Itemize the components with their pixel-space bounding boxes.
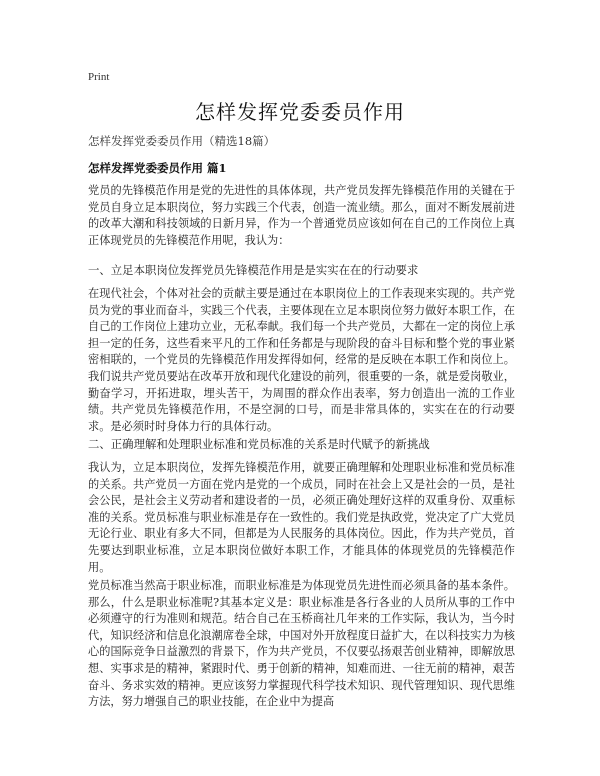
document-subtitle: 怎样发挥党委委员作用（精选18篇） [88, 134, 276, 148]
page-title: 怎样发挥党委委员作用 [195, 100, 405, 124]
section-2-paragraph: 我认为，立足本职岗位，发挥先锋模范作用，就要正确理解和处理职业标准和党员标准的关系。共产党员一方面在党内是党的一个成员，同时在社会上又是社会的一员，是社会公民，是社会主义劳动者和建设者的一员，必须正确处理好这样的双重身份、双重标准的关系。党员标准与职业标准是存在一致性的。我们党是执政党，党决定了广大党员无论行业、职业有多大不同，但都是为人民服务的具体岗位。因此，作为共产党员，首先要达到职业标准，立足本职岗位做好本职工作，才能具体的体现党员的先锋模范作用。 [88, 461, 515, 574]
intro-paragraph: 党员的先锋模范作用是党的先进性的具体体现，共产党员发挥先锋模范作用的关键在于党员自身立足本职岗位，努力实践三个代表，创造一流业绩。那么，面对不断发展前进的改革大潮和科技领域的日新月异，作为一个普通党员应该如何在自己的工作岗位上真正体现党员的先锋模范作用呢，我认为： [88, 184, 515, 247]
section-1-paragraph: 在现代社会，个体对社会的贡献主要是通过在本职岗位上的工作表现来实现的。共产党员为党的事业而奋斗，实践三个代表，主要体现在立足本职岗位努力做好本职工作，在自己的工作岗位上建功立业，无私奉献。我们每一个共产党员，大都在一定的岗位上承担一定的任务，这些看来平凡的工作和任务都是与现阶段的奋斗目标和整个党的事业紧密相联的，一个党员的先锋模范作用发挥得如何，经常的是反映在本职工作和岗位上。我们说共产党员要站在改革开放和现代化建设的前列，很重要的一条，就是爱岗敬业，勤奋学习，开拓进取，埋头苦干，为周围的群众作出表率，努力创造出一流的工作业绩。共产党员先锋模范作用，不是空洞的口号，而是非常具体的，实实在在的行动要求。是必须时时身体力行的具体行动。 [88, 287, 515, 433]
section-2-heading: 二、正确理解和处理职业标准和党员标准的关系是时代赋予的新挑战 [88, 437, 430, 451]
section-3-paragraph: 党员标准当然高于职业标准，而职业标准是为体现党员先进性而必须具备的基本条件。那么，什么是职业标准呢?其基本定义是：职业标准是各行各业的人员所从事的工作中必须遵守的行为准则和规范。结合自己在玉桥商社几年来的工作实际，我认为，当今时代，知识经济和信息化浪潮席卷全球，中国对外开放程度日益扩大，在以科技实力为核心的国际竞争日益激烈的背景下，作为共产党员，不仅要弘扬艰苦创业精神，即解放思想、实事求是的精神，紧跟时代、勇于创新的精神，知难而进、一往无前的精神，艰苦奋斗、务求实效的精神。更应该努力掌握现代科学技术知识、现代管理知识、现代思维方法，努力增强自己的职业技能，在企业中为提高 [88, 579, 515, 709]
piece-heading: 怎样发挥党委委员作用 篇1 [88, 161, 227, 175]
section-1-heading: 一、立足本职岗位发挥党员先锋模范作用是是实实在在的行动要求 [88, 263, 419, 277]
print-label: Print [88, 71, 110, 83]
